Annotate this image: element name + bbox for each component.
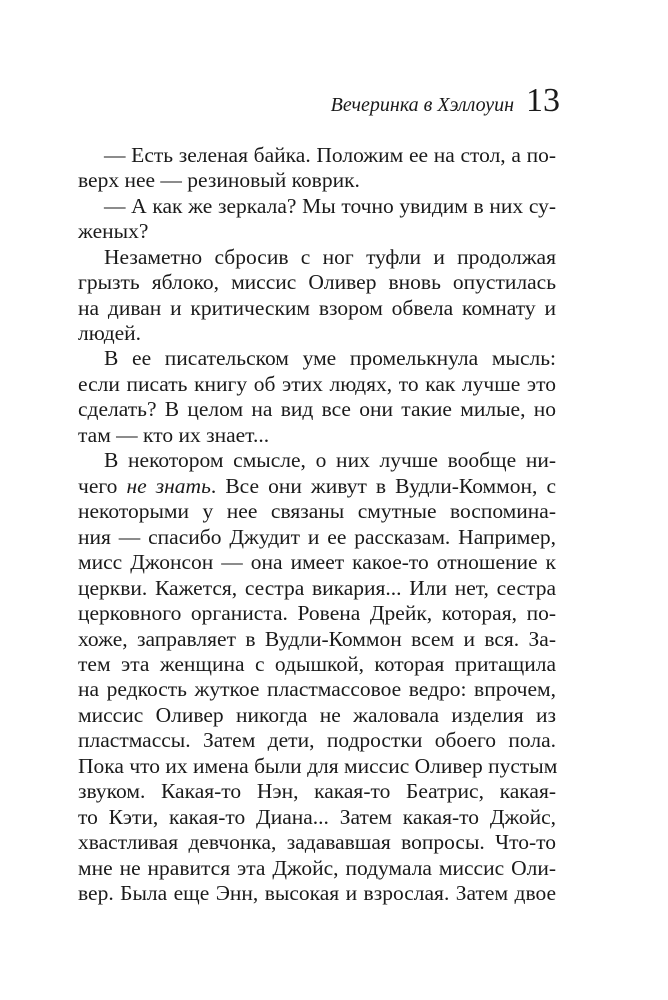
running-title: Вечеринка в Хэллоуин [330, 94, 514, 116]
text-line: вер. Была еще Энн, высокая и взрослая. Затем двое [78, 881, 556, 905]
text-line: грызть яблоко, миссис Оливер вновь опустилась [78, 270, 556, 294]
text-line: тем эта женщина с одышкой, которая притащила [78, 652, 556, 676]
text-line: мисс Джонсон — она имеет какое-то отношение к [78, 550, 556, 574]
text-line: Пока что их имена были для миссис Оливер пустым [78, 754, 558, 778]
page-number: 13 [526, 82, 560, 119]
text-line: то Кэти, какая-то Диана... Затем какая-то Джойс, [78, 805, 556, 829]
text-line: В некотором смысле, о них лучше вообще ни- [104, 448, 556, 472]
text-line: чего не знать. Все они живут в Вудли-Коммон, с [78, 474, 557, 498]
text-line: людей. [78, 321, 142, 345]
text-line: если писать книгу об этих людях, то как лучше это [78, 372, 556, 396]
text-line: некоторыми у нее связаны смутные воспомина- [78, 499, 556, 523]
text-line: В ее писательском уме промелькнула мысль: [104, 346, 556, 370]
page-header [331, 84, 560, 118]
text-line: на диван и критическим взором обвела комнату и [78, 296, 556, 320]
text-line: хвастливая девчонка, задававшая вопросы. Что-то [78, 830, 556, 854]
text-line: на редкость жуткое пластмассовое ведро: впрочем, [78, 677, 556, 701]
text-line: Незаметно сбросив с ног туфли и продолжая [104, 245, 556, 269]
text-line: миссис Оливер никогда не жаловала изделия из [78, 703, 556, 727]
text-line: церковного органиста. Ровена Дрейк, которая, по- [78, 601, 556, 625]
text-line: хоже, заправляет в Вудли-Коммон всем и вся. За- [78, 627, 556, 651]
text-line: пластмассы. Затем дети, подростки обоего пола. [78, 728, 556, 752]
text-line: церкви. Кажется, сестра викария... Или нет, сестра [78, 576, 556, 600]
text-line: — Есть зеленая байка. Положим ее на стол, а по- [104, 143, 556, 167]
text-line: женых? [78, 219, 149, 243]
text-line: там — кто их знает... [78, 423, 270, 447]
text-line: — А как же зеркала? Мы точно увидим в них су- [104, 194, 556, 218]
text-line: звуком. Какая-то Нэн, какая-то Беатрис, какая- [78, 779, 556, 803]
text-line: верх нее — резиновый коврик. [78, 168, 360, 192]
text-line: мне не нравится эта Джойс, подумала миссис Оли- [78, 856, 556, 880]
emphasis-text: не знать [126, 474, 211, 498]
text-line: ния — спасибо Джудит и ее рассказам. Например, [78, 525, 556, 549]
text-line: сделать? В целом на вид все они такие милые, но [78, 397, 556, 421]
